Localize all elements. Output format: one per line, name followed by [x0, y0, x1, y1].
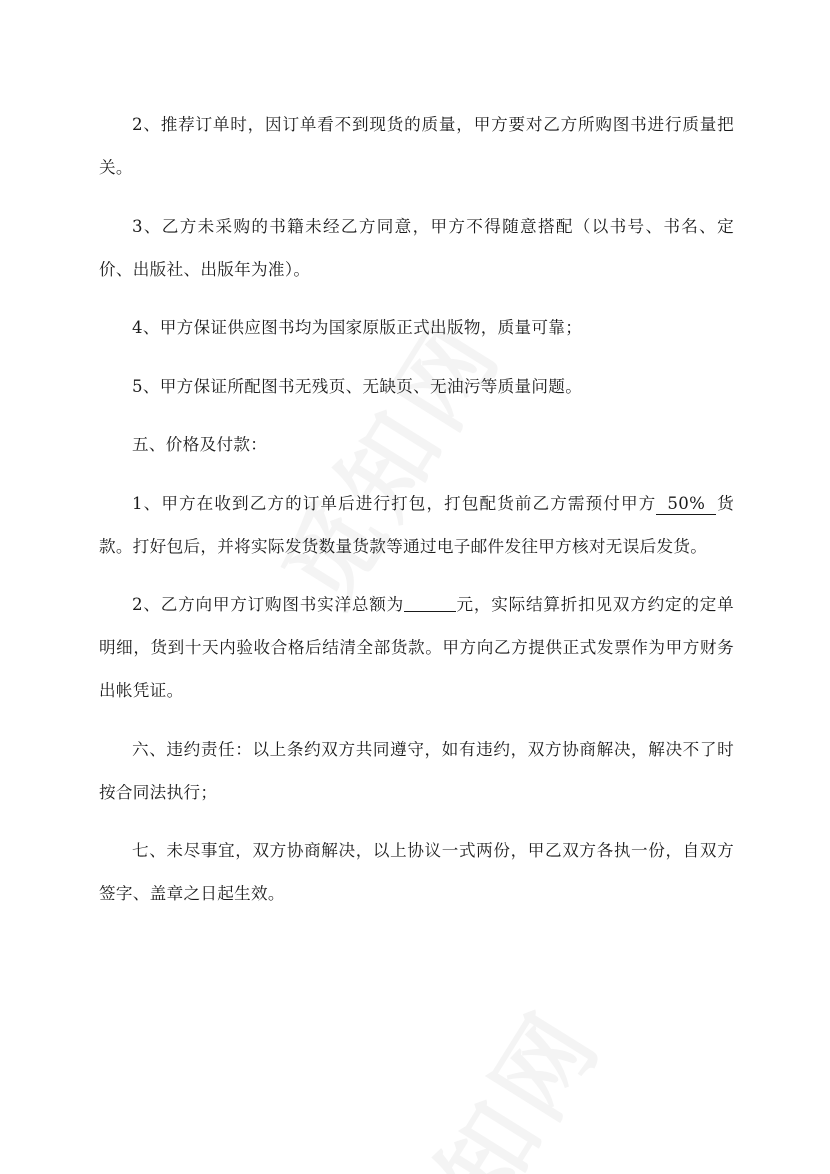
- prepayment-text-after: 货款。打好包后，并将实际发货数量货款等通过电子邮件发往甲方核对无误后发货。: [99, 493, 734, 556]
- total-amount-text-after: 元，实际结算折扣见双方约定的定单明细，货到十天内验收合格后结清全部货款。甲方向乙方提供正式发票作为甲方财务出帐凭证。: [99, 595, 734, 700]
- total-amount-blank-field: [404, 593, 456, 612]
- watermark: [345, 980, 627, 1174]
- paragraph-no-defects: 5、甲方保证所配图书无残页、无缺页、无油污等质量问题。: [132, 376, 583, 396]
- paragraph-original-editions: 4、甲方保证供应图书均为国家原版正式出版物，质量可靠；: [132, 318, 583, 337]
- document-body: [99, 103, 734, 931]
- prepayment-text-before: 1、甲方在收到乙方的订单后进行打包，打包配货前乙方需预付甲方: [132, 493, 657, 513]
- prepayment-percent-field: 50%: [656, 494, 716, 515]
- total-amount-text-before: 2、乙方向甲方订购图书实洋总额为: [132, 595, 404, 614]
- paragraph-no-bundling: 3、乙方未采购的书籍未经乙方同意，甲方不得随意搭配（以书号、书名、定价、出版社、出版年为准）。: [99, 216, 734, 279]
- paragraph-prepayment: [99, 482, 734, 568]
- paragraph-total-amount: [99, 583, 734, 712]
- section-heading-price-payment: 五、价格及付款：: [132, 435, 268, 454]
- section-miscellaneous: 七、未尽事宜，双方协商解决，以上协议一式两份，甲乙双方各执一份，自双方签字、盖章之日起生效。: [99, 841, 734, 903]
- paragraph-quality-check: 2、推荐订单时，因订单看不到现货的质量，甲方要对乙方所购图书进行质量把关。: [99, 115, 734, 177]
- section-breach-liability: 六、违约责任：以上条约双方共同遵守，如有违约，双方协商解决，解决不了时按合同法执行；: [99, 739, 734, 802]
